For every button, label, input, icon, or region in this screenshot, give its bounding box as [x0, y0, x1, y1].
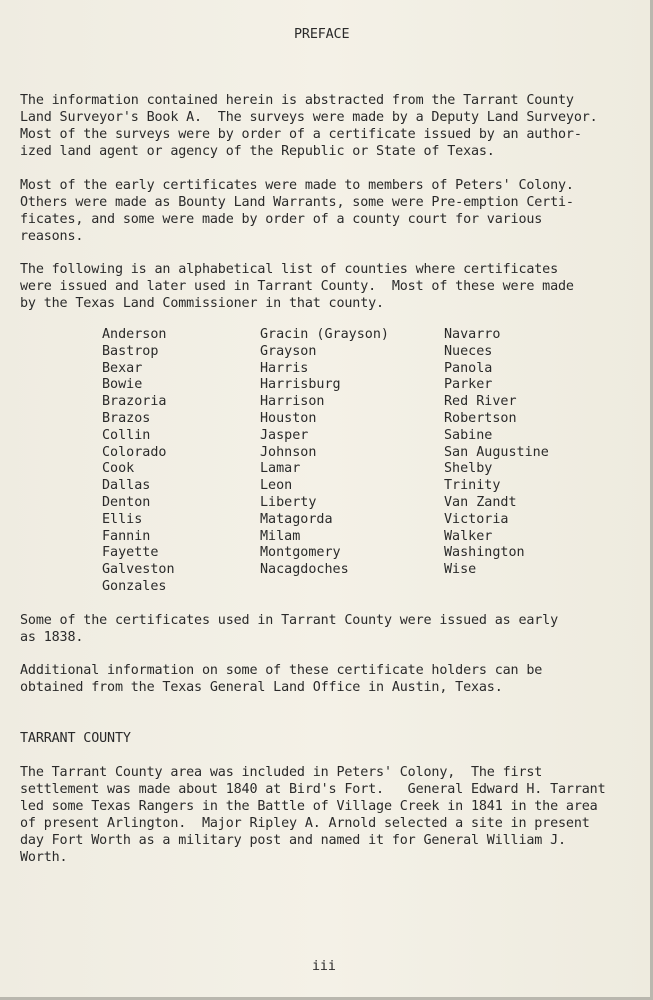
- county-name: Fannin: [102, 528, 151, 544]
- county-name: Parker: [444, 377, 493, 393]
- early-certificates-paragraph: Some of the certificates used in Tarrant County were issued as early as 1838.: [20, 613, 559, 645]
- county-name: Fayette: [102, 545, 159, 561]
- page-title: PREFACE: [294, 27, 350, 42]
- section-heading: TARRANT COUNTY: [20, 731, 131, 746]
- county-name: Denton: [102, 494, 151, 510]
- intro-paragraph: The information contained herein is abstracted from the Tarrant County Land Surveyor's Book A. The surveys were made by a Deputy Land Surveyor. Most of the surveys were by order of a certificate issued by an author- ized land agent or agency of the Republic or State of Texas.: [20, 93, 598, 159]
- county-name: Bexar: [102, 360, 143, 376]
- county-name: Montgomery: [260, 545, 341, 561]
- county-name: Harrisburg: [260, 377, 341, 393]
- county-name: Trinity: [444, 478, 501, 494]
- county-name: Nueces: [444, 343, 493, 359]
- county-name: Robertson: [444, 410, 517, 426]
- county-name: Leon: [260, 478, 293, 494]
- county-name: Dallas: [102, 478, 151, 494]
- county-name: Wise: [444, 562, 477, 578]
- county-name: Brazoria: [102, 394, 167, 410]
- county-name: Sabine: [444, 427, 493, 443]
- county-name: Victoria: [444, 511, 509, 527]
- county-name: Collin: [102, 427, 151, 443]
- county-name: Ellis: [102, 511, 143, 527]
- county-name: Houston: [260, 410, 317, 426]
- certificates-paragraph: Most of the early certificates were made to members of Peters' Colony. Others were made as Bounty Land Warrants, some were Pre-emption Certi- ficates, and some were made by order of a county court for various reasons.: [20, 178, 574, 244]
- county-name: Anderson: [102, 327, 167, 342]
- county-name: Milam: [260, 528, 301, 544]
- county-name: Shelby: [444, 461, 493, 477]
- county-name: Navarro: [444, 327, 501, 342]
- county-name: Red River: [444, 394, 517, 410]
- county-name: Harris: [260, 360, 309, 376]
- county-name: Gonzales: [102, 578, 167, 594]
- county-column-2: [260, 327, 389, 579]
- county-column-1: [102, 327, 175, 596]
- county-name: Nacagdoches: [260, 562, 349, 578]
- county-name: Grayson: [260, 343, 317, 359]
- county-name: Bastrop: [102, 343, 159, 359]
- county-name: Liberty: [260, 494, 317, 510]
- county-name: Washington: [444, 545, 525, 561]
- county-name: Walker: [444, 528, 493, 544]
- county-column-3: [444, 327, 549, 579]
- county-name: Gracin (Grayson): [260, 327, 389, 342]
- county-name: Johnson: [260, 444, 317, 460]
- county-name: Matagorda: [260, 511, 333, 527]
- page-number: iii: [312, 959, 336, 974]
- county-name: Jasper: [260, 427, 309, 443]
- tarrant-county-paragraph: The Tarrant County area was included in Peters' Colony, The first settlement was made about 1840 at Bird's Fort. General Edward H. Tarrant led some Texas Rangers in the Battle of Village Creek in 1841 in the area of present Arlington. Major Ripley A. Arnold selected a site in present day Fort Worth as a military post and named it for General William J. Worth.: [20, 765, 606, 865]
- county-name: Colorado: [102, 444, 167, 460]
- county-name: Galveston: [102, 562, 175, 578]
- county-name: Van Zandt: [444, 494, 517, 510]
- county-name: Harrison: [260, 394, 325, 410]
- county-name: Cook: [102, 461, 135, 477]
- county-name: San Augustine: [444, 444, 549, 460]
- county-list-intro-paragraph: The following is an alphabetical list of counties where certificates were issued and later used in Tarrant County. Most of these were made by the Texas Land Commissioner in that county.: [20, 262, 574, 311]
- county-name: Lamar: [260, 461, 301, 477]
- additional-info-paragraph: Additional information on some of these certificate holders can be obtained from the Texas General Land Office in Austin, Texas.: [20, 663, 543, 695]
- county-name: Bowie: [102, 377, 143, 393]
- county-name: Brazos: [102, 410, 151, 426]
- county-name: Panola: [444, 360, 493, 376]
